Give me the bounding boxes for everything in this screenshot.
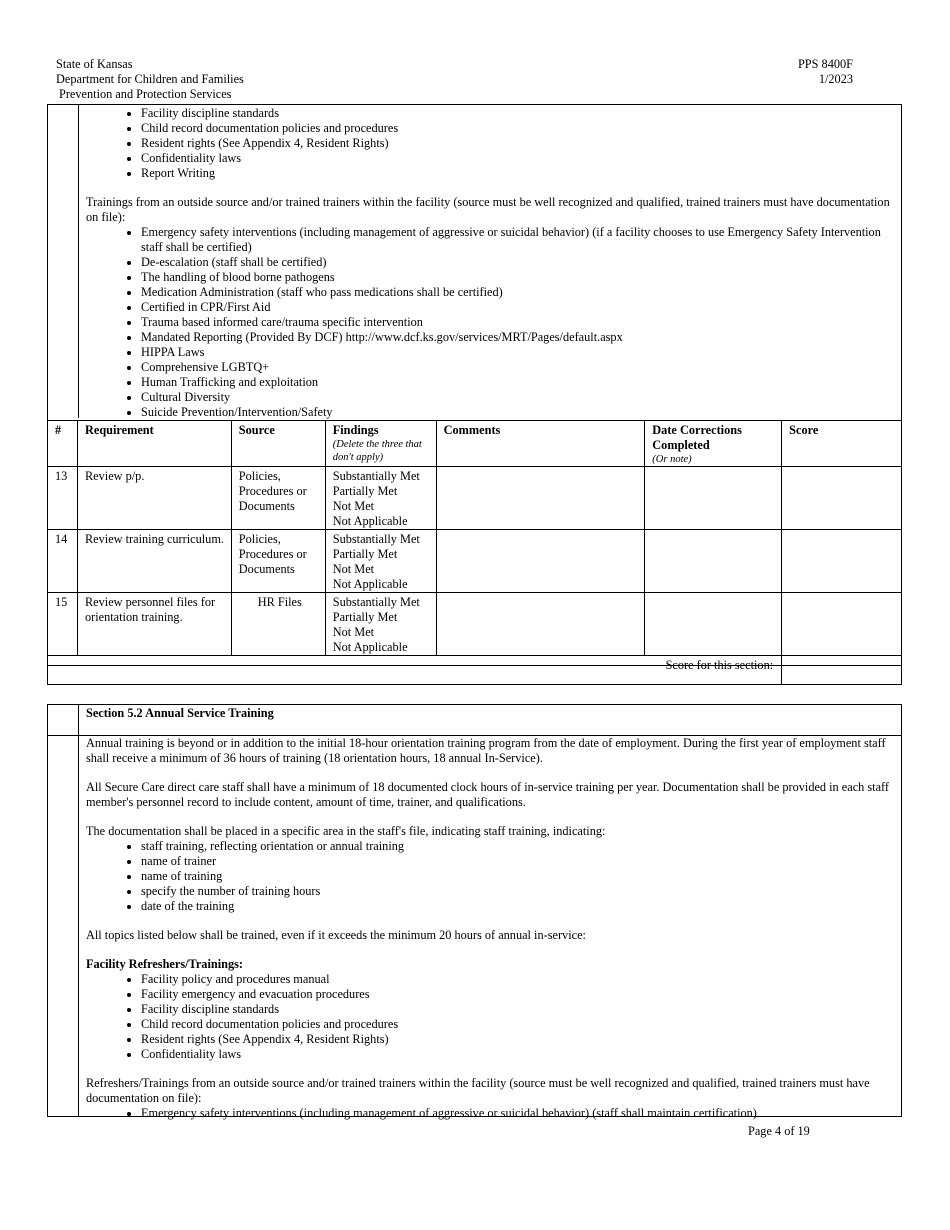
list-item: • Facility discipline standards: [141, 1002, 893, 1017]
row-source: HR Files: [231, 593, 325, 656]
list-item: • name of training: [141, 869, 893, 884]
col-num: #: [48, 421, 78, 467]
finding-option[interactable]: Partially Met: [332, 610, 398, 624]
row-requirement: Review training curriculum.: [77, 530, 231, 593]
paragraph: All Secure Care direct care staff shall have a minimum of 18 documented clock hours of in-service training per year. Documentation shall be provided in each staff member's personnel record to include content, amount of time, trainer, and qualifications.: [86, 780, 890, 809]
outside-refresher-bullet-list: [86, 1106, 893, 1121]
list-item: • Confidentiality laws: [141, 151, 893, 166]
date-note: (Or note): [652, 454, 692, 465]
header-state: State of Kansas: [56, 57, 133, 71]
list-item: • Certified in CPR/First Aid: [141, 300, 893, 315]
finding-option[interactable]: Not Applicable: [332, 514, 408, 528]
row-findings[interactable]: [325, 530, 436, 593]
finding-option[interactable]: Not Applicable: [332, 640, 408, 654]
finding-option[interactable]: Partially Met: [332, 484, 398, 498]
row-comments[interactable]: [436, 593, 645, 656]
findings-label: Findings: [332, 423, 379, 437]
finding-option[interactable]: Not Applicable: [332, 577, 408, 591]
table-row: [48, 530, 902, 593]
row-requirement: Review p/p.: [77, 467, 231, 530]
outside-bullet-list: [86, 225, 893, 420]
page-number: Page 4 of 19: [748, 1124, 810, 1138]
list-item: • HIPPA Laws: [141, 345, 893, 360]
paragraph: All topics listed below shall be trained, even if it exceeds the minimum 20 hours of annual in-service:: [86, 928, 586, 942]
col-source: Source: [231, 421, 325, 467]
list-item: • Report Writing: [141, 166, 893, 181]
col-requirement: Requirement: [77, 421, 231, 467]
row-score[interactable]: [782, 467, 902, 530]
list-item: • Facility emergency and evacuation procedures: [141, 987, 893, 1002]
col-date: [645, 421, 782, 467]
findings-note: (Delete the three that don't apply): [332, 439, 422, 463]
paragraph: The documentation shall be placed in a specific area in the staff's file, indicating staff training, indicating:: [86, 824, 606, 838]
list-item: • De-escalation (staff shall be certified): [141, 255, 893, 270]
paragraph: Refreshers/Trainings from an outside source and/or trained trainers within the facility (source must be well recognized and qualified, trained trainers must have documentation on file):: [86, 1076, 870, 1105]
row-findings[interactable]: [325, 593, 436, 656]
list-item: • specify the number of training hours: [141, 884, 893, 899]
documentation-bullet-list: [86, 839, 893, 914]
row-source: Policies, Procedures or Documents: [231, 467, 325, 530]
row-score[interactable]: [782, 593, 902, 656]
col-comments: Comments: [436, 421, 645, 467]
finding-option[interactable]: Not Met: [332, 499, 375, 513]
header-right: [798, 57, 853, 87]
list-item: • Facility policy and procedures manual: [141, 972, 893, 987]
list-item: • Human Trafficking and exploitation: [141, 375, 893, 390]
col-findings: [325, 421, 436, 467]
finding-option[interactable]: Substantially Met: [332, 469, 420, 483]
top-bullet-list: [86, 106, 893, 181]
list-item: • Confidentiality laws: [141, 1047, 893, 1062]
header-department: Department for Children and Families: [56, 72, 244, 86]
finding-option[interactable]: Not Met: [332, 562, 375, 576]
row-date[interactable]: [645, 467, 782, 530]
list-item: • Child record documentation policies and procedures: [141, 1017, 893, 1032]
row-num: 14: [48, 530, 78, 593]
row-requirement: Review personnel files for orientation training.: [77, 593, 231, 656]
list-item: • Mandated Reporting (Provided By DCF) http://www.dcf.ks.gov/services/MRT/Pages/default.aspx: [141, 330, 893, 345]
table-header-row: [48, 421, 902, 467]
list-item: • Trauma based informed care/trauma specific intervention: [141, 315, 893, 330]
outside-intro: Trainings from an outside source and/or trained trainers within the facility (source must be well recognized and qualified, trained trainers must have documentation on file):: [86, 195, 890, 224]
section-title: Section 5.2 Annual Service Training: [86, 706, 274, 720]
list-item: • Child record documentation policies and procedures: [141, 121, 893, 136]
header-division: Prevention and Protection Services: [59, 87, 232, 101]
list-item: • Resident rights (See Appendix 4, Resident Rights): [141, 136, 893, 151]
list-item: • Medication Administration (staff who pass medications shall be certified): [141, 285, 893, 300]
list-item: • The handling of blood borne pathogens: [141, 270, 893, 285]
table-row: [48, 593, 902, 656]
row-comments[interactable]: [436, 467, 645, 530]
col-score: Score: [782, 421, 902, 467]
list-item: • Emergency safety interventions (including management of aggressive or suicidal behavior) (staff shall maintain certification): [141, 1106, 893, 1121]
refresher-bullet-list: [86, 972, 893, 1062]
date-label: Date Corrections Completed: [652, 423, 742, 452]
header-left: [56, 57, 244, 102]
list-item: • Comprehensive LGBTQ+: [141, 360, 893, 375]
list-item: • Suicide Prevention/Intervention/Safety: [141, 405, 893, 420]
score-row: [48, 656, 902, 685]
row-date[interactable]: [645, 530, 782, 593]
table-row: [48, 467, 902, 530]
annual-content: [86, 736, 893, 1121]
row-findings[interactable]: [325, 467, 436, 530]
row-num: 13: [48, 467, 78, 530]
list-item: • staff training, reflecting orientation or annual training: [141, 839, 893, 854]
orientation-section-box: [47, 104, 902, 672]
row-date[interactable]: [645, 593, 782, 656]
list-item: • Resident rights (See Appendix 4, Resident Rights): [141, 1032, 893, 1047]
finding-option[interactable]: Partially Met: [332, 547, 398, 561]
paragraph: Annual training is beyond or in addition to the initial 18-hour orientation training program from the date of employment. During the first year of employment staff shall receive a minimum of 36 hours of training (18 orientation hours, 18 annual In-Service).: [86, 736, 886, 765]
row-score[interactable]: [782, 530, 902, 593]
orientation-content: [86, 106, 893, 420]
score-label: Score for this section:: [48, 656, 782, 685]
list-item: • date of the training: [141, 899, 893, 914]
finding-option[interactable]: Substantially Met: [332, 532, 420, 546]
list-item: • Facility discipline standards: [141, 106, 893, 121]
list-item: • Cultural Diversity: [141, 390, 893, 405]
requirements-table: [47, 420, 902, 685]
finding-option[interactable]: Substantially Met: [332, 595, 420, 609]
finding-option[interactable]: Not Met: [332, 625, 375, 639]
section-title-row: [48, 705, 901, 736]
annual-training-section-box: [47, 704, 902, 1120]
gutter-line: [78, 705, 79, 1116]
header-date: 1/2023: [818, 72, 853, 86]
section-score-cell[interactable]: [782, 656, 902, 685]
list-item: • Emergency safety interventions (including management of aggressive or suicidal behavior) (if a facility chooses to use Emergency Safety Intervention staff shall be certified): [141, 225, 893, 255]
row-num: 15: [48, 593, 78, 656]
refreshers-heading: Facility Refreshers/Trainings:: [86, 957, 243, 971]
row-source: Policies, Procedures or Documents: [231, 530, 325, 593]
row-comments[interactable]: [436, 530, 645, 593]
header-form-number: PPS 8400F: [797, 57, 853, 71]
gutter-line: [78, 105, 79, 418]
list-item: • name of trainer: [141, 854, 893, 869]
